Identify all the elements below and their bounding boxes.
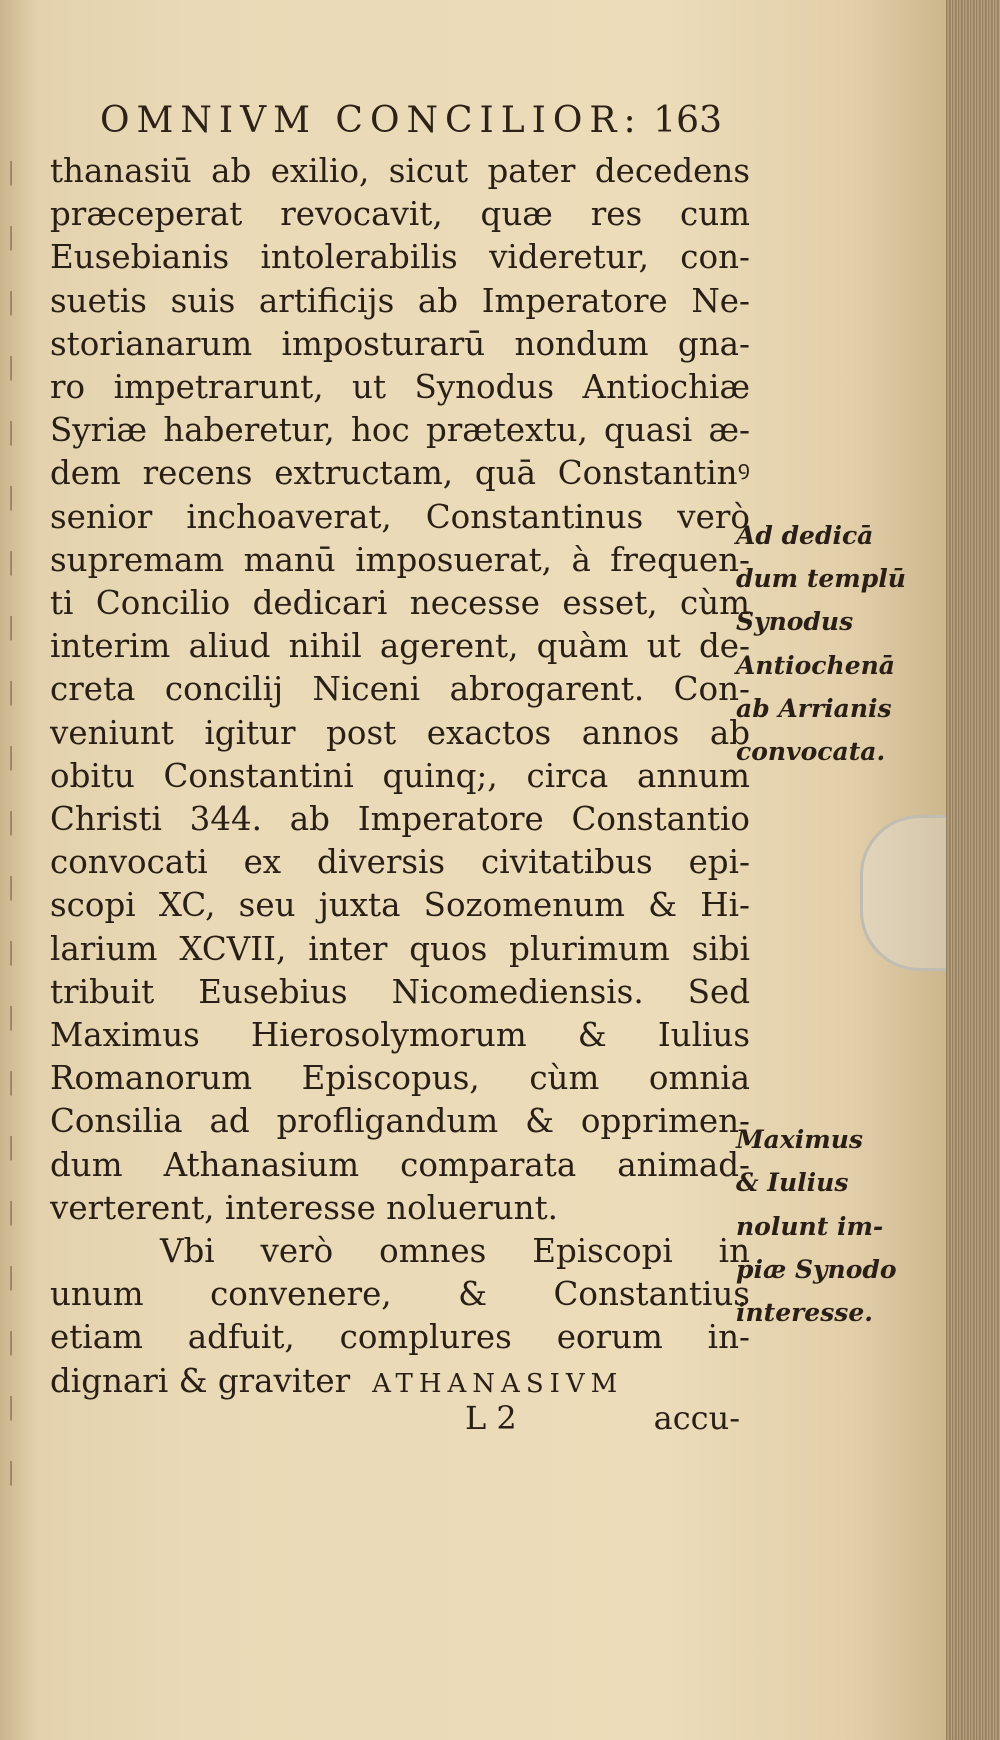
text-line: verterent, interesse noluerunt. bbox=[50, 1188, 559, 1227]
margin-note-line: ab Arrianis bbox=[736, 693, 892, 723]
text-line: Christi 344. ab Imperatore Constantio bbox=[50, 800, 750, 839]
gutter-bleed-marks: | | | | | | | | | | | | | | | | | | | | | bbox=[6, 158, 16, 1486]
text-line: Consilia ad profligandum & opprimen- bbox=[50, 1102, 750, 1141]
text-line: veniunt igitur post exactos annos ab bbox=[50, 713, 750, 752]
main-text-block bbox=[50, 150, 750, 1406]
text-line: tribuit Eusebius Nicomediensis. Sed bbox=[50, 972, 750, 1011]
text-line: dem recens extructam, quā Constantinꝰ bbox=[50, 454, 750, 493]
text-line: supremam manū imposuerat, à frequen- bbox=[50, 540, 750, 579]
text-line: unum convenere, & Constantius bbox=[50, 1275, 750, 1314]
text-line: Eusebianis intolerabilis videretur, con- bbox=[50, 238, 750, 277]
text-line: suetis suis artificijs ab Imperatore Ne- bbox=[50, 281, 750, 320]
text-line: Vbi verò omnes Episcopi in bbox=[160, 1232, 750, 1271]
text-line: obitu Constantini quinq;, circa annum bbox=[50, 756, 750, 795]
page-number: 163 bbox=[653, 100, 722, 141]
margin-note-line: dum templū bbox=[736, 564, 906, 594]
margin-note-line: Antiochenā bbox=[736, 650, 895, 680]
margin-note-line: Ad dedicā bbox=[736, 521, 874, 550]
margin-note-line: piæ Synodo bbox=[736, 1254, 897, 1284]
margin-note-line: & Iulius bbox=[736, 1168, 849, 1198]
inline-catchword: ATHANASIVM bbox=[372, 1368, 624, 1399]
text-line: dum Athanasium comparata animad- bbox=[50, 1145, 750, 1184]
signature-mark: L 2 bbox=[465, 1399, 517, 1437]
text-line: Romanorum Episcopus, cùm omnia bbox=[50, 1059, 750, 1098]
running-header bbox=[100, 100, 720, 140]
margin-note-line: convocata. bbox=[736, 737, 886, 767]
text-line: Syriæ haberetur, hoc prætextu, quasi æ- bbox=[50, 411, 750, 450]
margin-note-maximus-iulius bbox=[736, 1118, 904, 1334]
text-line: ro impetrarunt, ut Synodus Antiochiæ bbox=[50, 368, 750, 407]
text-line: dignari & graviter ATHANASIVM bbox=[50, 1361, 624, 1400]
text-line: interim aliud nihil agerent, quàm ut de- bbox=[50, 627, 750, 666]
text-line: convocati ex diversis civitatibus epi- bbox=[50, 843, 750, 882]
text-line: scopi XC, seu juxta Sozomenum & Hi- bbox=[50, 886, 750, 925]
text-line: senior inchoaverat, Constantinus verò bbox=[50, 497, 750, 536]
margin-note-line: Synodus bbox=[736, 607, 854, 637]
text-line: præceperat revocavit, quæ res cum bbox=[50, 195, 750, 234]
catchword: accu- bbox=[653, 1399, 740, 1437]
text-line: storianarum imposturarū nondum gna- bbox=[50, 324, 750, 363]
text-line: ti Concilio dedicari necesse esset, cùm bbox=[50, 584, 750, 623]
text-line: etiam adfuit, complures eorum in- bbox=[50, 1318, 750, 1357]
margin-note-line: interesse. bbox=[736, 1298, 873, 1328]
text-line: thanasiū ab exilio, sicut pater decedens bbox=[50, 152, 750, 190]
page-footer bbox=[50, 1399, 740, 1443]
text-line: creta concilij Niceni abrogarent. Con- bbox=[50, 670, 750, 709]
text-line: Maximus Hierosolymorum & Iulius bbox=[50, 1016, 750, 1055]
running-title: OMNIVM CONCILIOR: bbox=[100, 100, 643, 141]
margin-note-line: Maximus bbox=[736, 1125, 863, 1155]
margin-note-council-antioch bbox=[736, 514, 904, 773]
page-edge bbox=[946, 0, 1000, 1740]
text-line: larium XCVII, inter quos plurimum sibi bbox=[50, 929, 750, 968]
margin-note-line: nolunt im- bbox=[736, 1211, 884, 1241]
